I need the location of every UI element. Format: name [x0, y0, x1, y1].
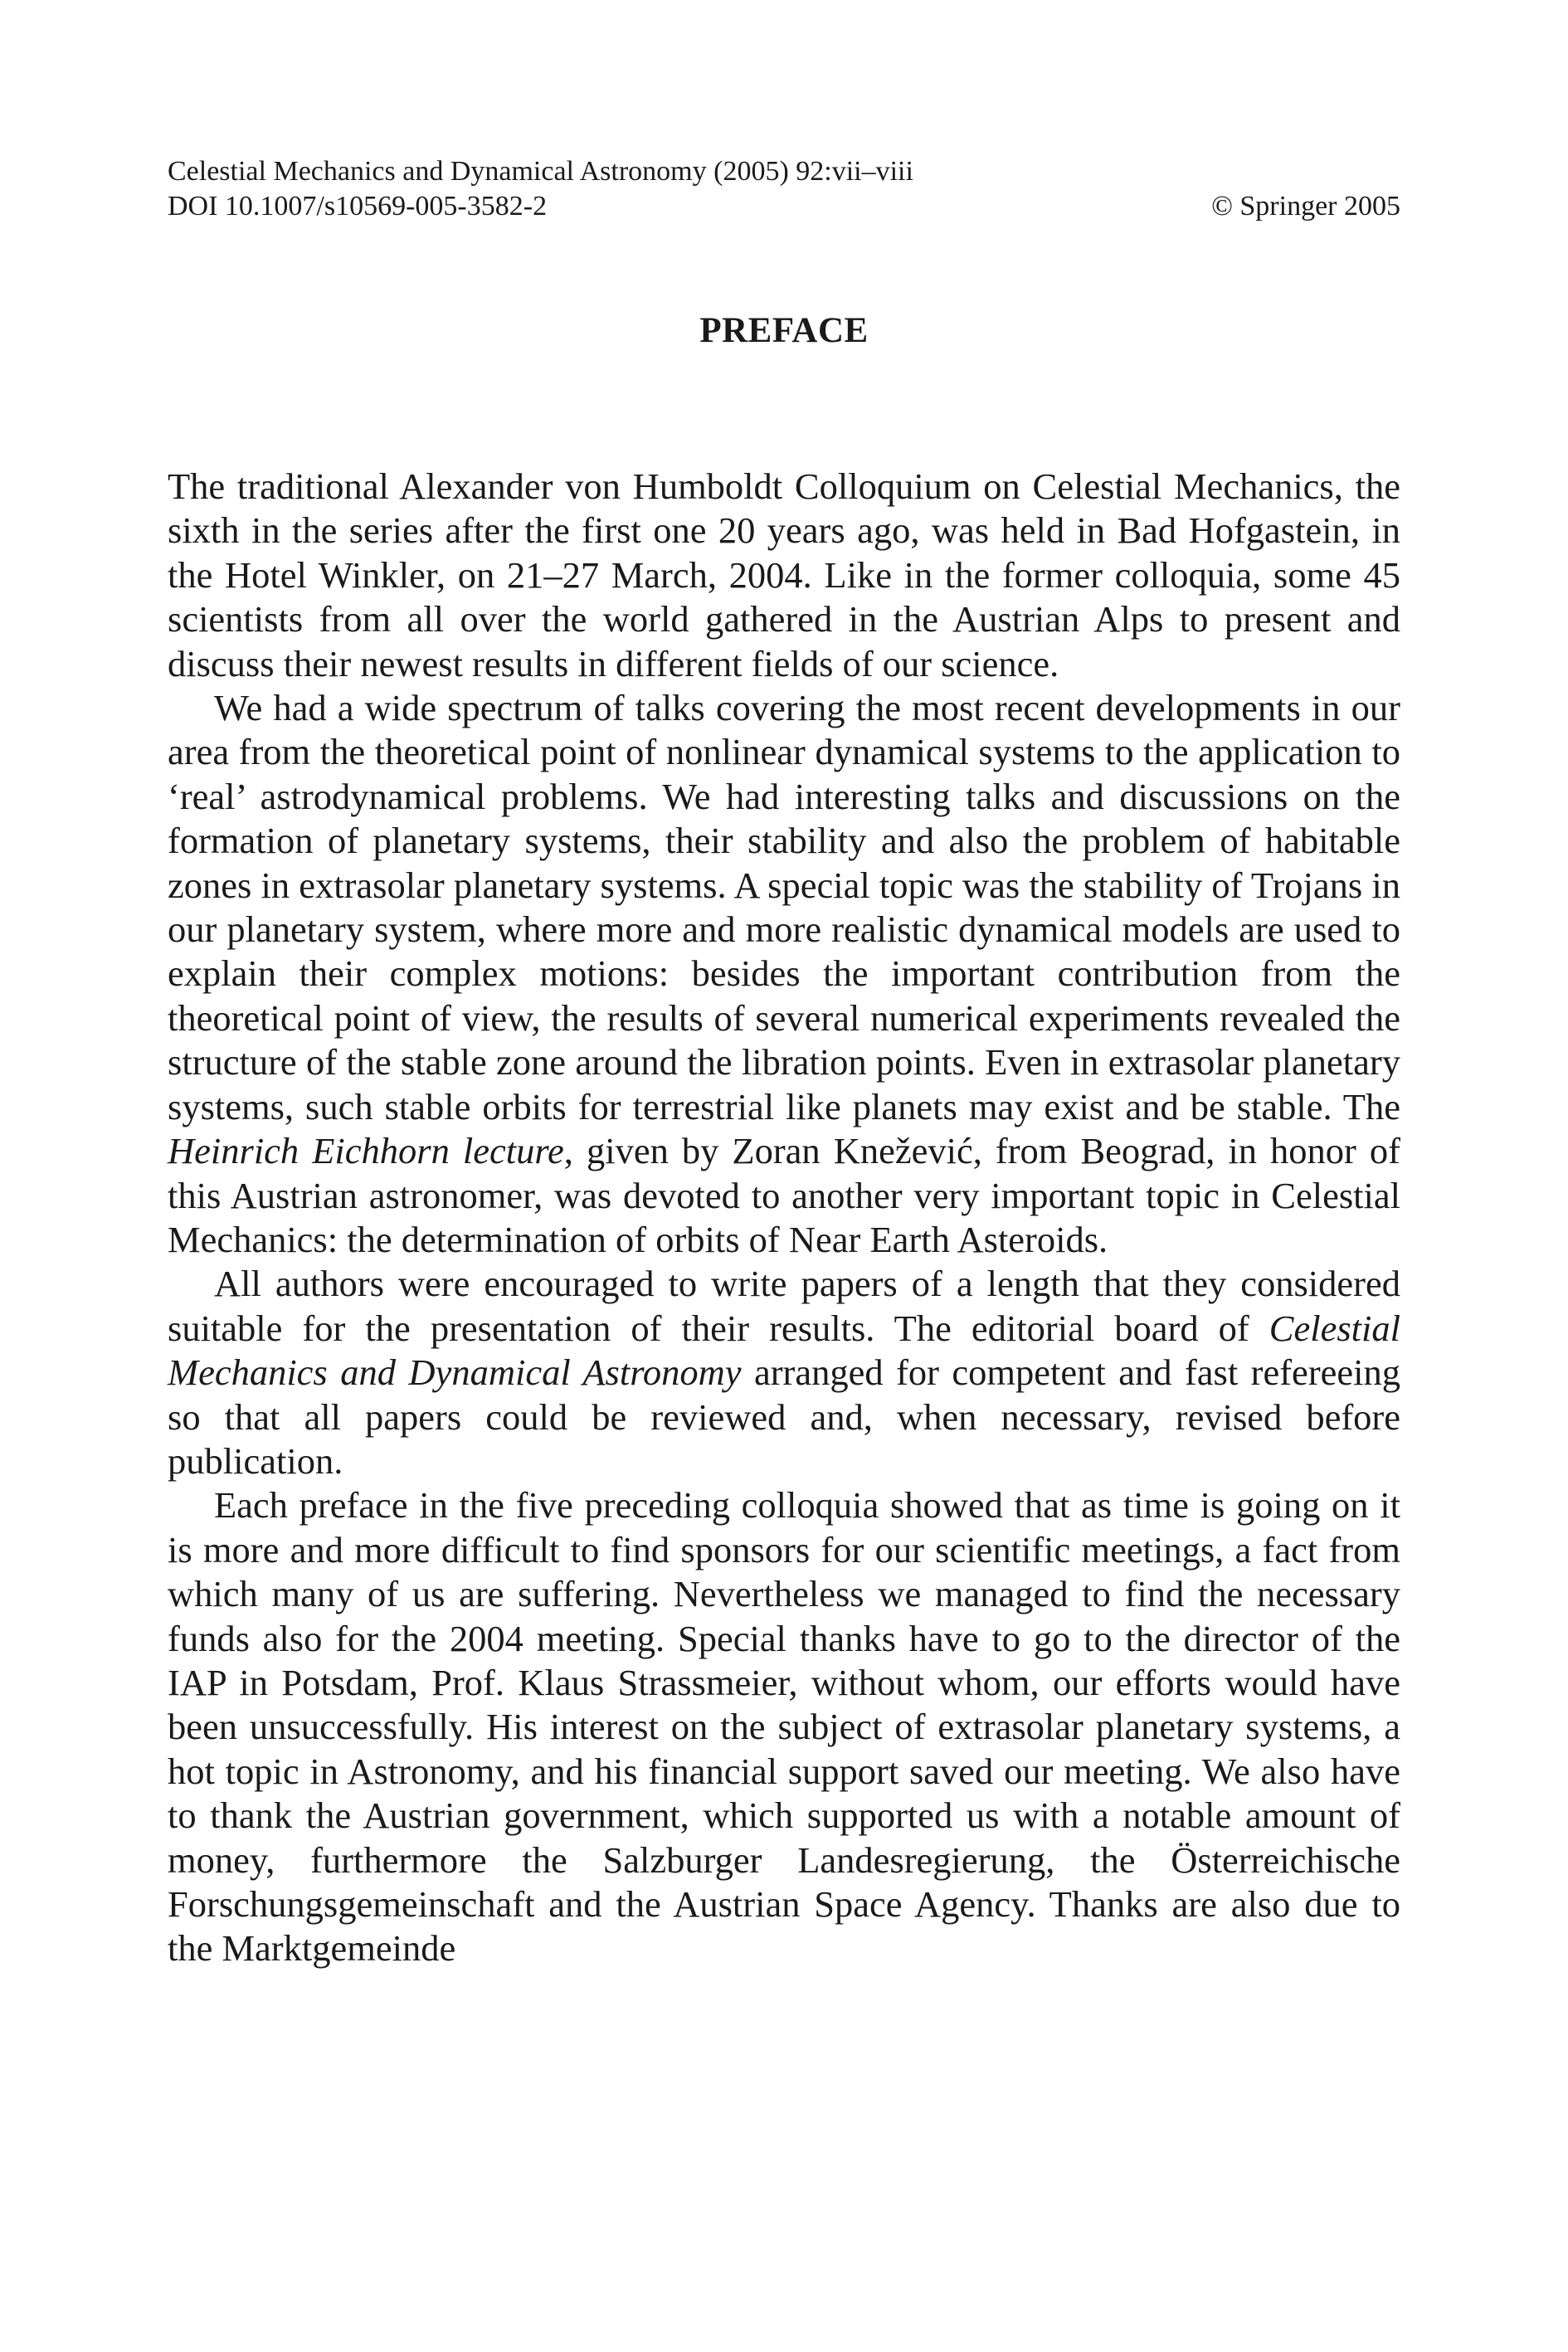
document-page [168, 0, 1400, 2352]
preface-body [168, 465, 1400, 1971]
copyright: © Springer 2005 [1211, 191, 1400, 222]
paragraph-1: The traditional Alexander von Humboldt Colloquium on Celestial Mechanics, the sixth in the series after the first one 20 years ago, was held in Bad Hofgastein, in the Hotel Winkler, on 21–27 March, 2004. Like in the former colloquia, some 45 scientists from all over the world gathered in the Austrian Alps to present and discuss their newest results in different fields of our science. [168, 465, 1400, 684]
paragraph-4: Each preface in the five preceding colloquia showed that as time is going on it is more and more difficult to find sponsors for our scientific meetings, a fact from which many of us are suffering. Nevertheless we managed to find the necessary funds also for the 2004 meeting. Special thanks have to go to the director of the IAP in Potsdam, Prof. Klaus Strassmeier, without whom, our efforts would have been unsuccessfully. His interest on the subject of extrasolar planetary systems, a hot topic in Astronomy, and his financial support saved our meeting. We also have to thank the Austrian government, which supported us with a notable amount of money, furthermore the Salzburger Landesregierung, the Österreichische Forschungsgemeinschaft and the Austrian Space Agency. Thanks are also due to the Marktgemeinde [168, 1484, 1400, 1970]
page-title: PREFACE [699, 311, 869, 350]
eichhorn-lecture: Heinrich Eichhorn lecture [168, 1130, 564, 1172]
paragraph-2-text-b: , given by Zoran Knežević, from Beograd, in honor of this Austrian astronomer, was devoted to another very important topic in Celestial Mechanics: the determination of orbits of Near Earth Asteroids. [168, 1130, 1400, 1260]
paragraph-3-text-a: All authors were encouraged to write papers of a length that they considered suitable for the presentation of their results. The editorial board of [168, 1263, 1400, 1349]
doi-row [168, 189, 1400, 224]
journal-name: Celestial Mechanics and Dynamical Astronomy [168, 1307, 1400, 1394]
paragraph-2-text-a: We had a wide spectrum of talks covering the most recent developments in our area from the theoretical point of nonlinear dynamical systems to the application to ‘real’ astrodynamical problems. We had interesting talks and discussions on the formation of planetary systems, their stability and also the problem of habitable zones in extrasolar planetary systems. A special topic was the stability of Trojans in our planetary system, where more and more realistic dynamical models are used to explain their complex motions: besides the important contribution from the theoretical point of view, the results of several numerical experiments revealed the structure of the stable zone around the libration points. Even in extrasolar planetary systems, such stable orbits for terrestrial like planets may exist and be stable. The [168, 687, 1400, 1127]
paragraph-3-text-b: arranged for competent and fast refereeing so that all papers could be reviewed and, when necessary, revised before publication. [168, 1351, 1400, 1482]
running-header [168, 154, 1400, 224]
journal-citation: Celestial Mechanics and Dynamical Astronomy (2005) 92:vii–viii [168, 156, 913, 187]
paragraph-2 [168, 686, 1400, 1262]
paragraph-3 [168, 1262, 1400, 1483]
doi: DOI 10.1007/s10569-005-3582-2 [168, 191, 548, 222]
